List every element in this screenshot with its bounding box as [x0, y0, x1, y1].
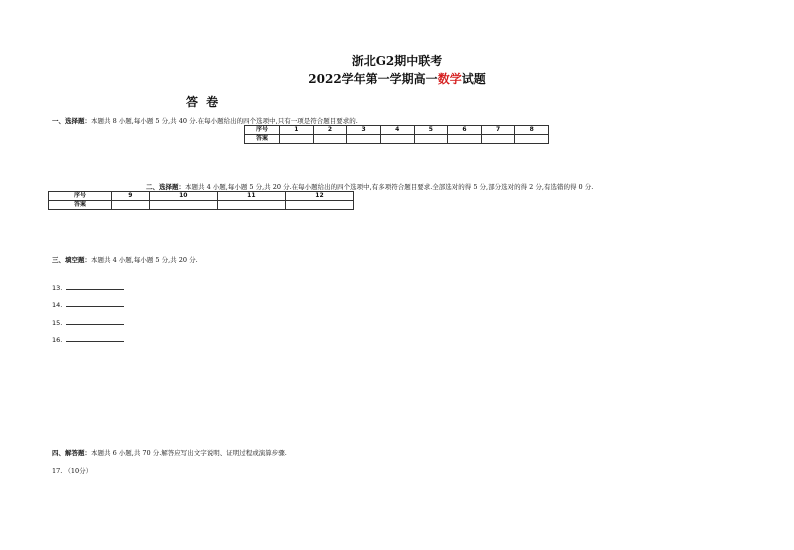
table-row [49, 192, 354, 201]
answer-cell[interactable] [414, 135, 448, 144]
question-number: 8 [515, 126, 549, 135]
fill-blank-14 [52, 300, 124, 309]
question-number: 10 [149, 192, 217, 201]
section2-answer-table [48, 191, 354, 210]
section1-desc: 本题共 8 小题,每小题 5 分,共 40 分.在每小题给出的四个选项中,只有一项是符合题目要求的. [91, 117, 358, 125]
section4-desc: 本题共 6 小题,共 70 分.解答应写出文字说明、证明过程或演算步骤. [91, 449, 287, 457]
row-label-answer: 答案 [49, 201, 112, 210]
answer-line[interactable] [66, 300, 124, 307]
table-row [245, 135, 549, 144]
fill-blank-16 [52, 335, 124, 344]
section4-instruction [52, 448, 287, 457]
answer-sheet-heading: 答 卷 [186, 95, 221, 109]
section1-label: 一、选择题： [52, 117, 91, 125]
answer-cell[interactable] [112, 201, 150, 210]
question-17-heading: 17. （10分） [52, 467, 93, 475]
answer-cell[interactable] [448, 135, 482, 144]
answer-cell[interactable] [380, 135, 414, 144]
section1-instruction [52, 116, 358, 125]
answer-cell[interactable] [515, 135, 549, 144]
section4-label: 四、解答题： [52, 449, 91, 457]
fill-blank-15 [52, 318, 124, 327]
question-number: 12 [285, 192, 353, 201]
section3-instruction [52, 255, 198, 264]
exam-subtitle [0, 70, 794, 87]
answer-cell[interactable] [347, 135, 381, 144]
answer-cell[interactable] [149, 201, 217, 210]
answer-cell[interactable] [217, 201, 285, 210]
blank-number: 14. [52, 301, 63, 309]
section2-desc: 本题共 4 小题,每小题 5 分,共 20 分.在每小题给出的四个选项中,有多项符合题目要求.全部选对的得 5 分,部分选对的得 2 分,有选错的得 0 分. [185, 183, 594, 191]
section3-desc: 本题共 4 小题,每小题 5 分,共 20 分. [91, 256, 198, 264]
answer-cell[interactable] [481, 135, 515, 144]
table-row [49, 201, 354, 210]
blank-number: 16. [52, 336, 63, 344]
fill-blank-13 [52, 283, 124, 292]
question-number: 6 [448, 126, 482, 135]
row-label-answer: 答案 [245, 135, 280, 144]
section2-label: 二、选择题： [146, 183, 185, 191]
subtitle-suffix: 试题 [461, 72, 486, 86]
question-number: 3 [347, 126, 381, 135]
blank-number: 15. [52, 319, 63, 327]
question-number: 9 [112, 192, 150, 201]
answer-cell[interactable] [313, 135, 347, 144]
question-number: 4 [380, 126, 414, 135]
subtitle-prefix: 2022学年第一学期高一 [308, 72, 438, 86]
answer-cell[interactable] [285, 201, 353, 210]
table-row [245, 126, 549, 135]
row-label-number: 序号 [49, 192, 112, 201]
blank-number: 13. [52, 284, 63, 292]
section1-answer-table [244, 125, 549, 144]
answer-line[interactable] [66, 318, 124, 325]
question-number: 7 [481, 126, 515, 135]
question-number: 2 [313, 126, 347, 135]
exam-title: 浙北G2期中联考 [351, 54, 443, 68]
section2-instruction [146, 182, 593, 191]
answer-line[interactable] [66, 283, 124, 290]
subject-name: 数学 [437, 72, 462, 86]
section3-label: 三、填空题： [52, 256, 91, 264]
question-number: 1 [280, 126, 314, 135]
question-number: 11 [217, 192, 285, 201]
answer-cell[interactable] [280, 135, 314, 144]
row-label-number: 序号 [245, 126, 280, 135]
question-number: 5 [414, 126, 448, 135]
answer-line[interactable] [66, 335, 124, 342]
